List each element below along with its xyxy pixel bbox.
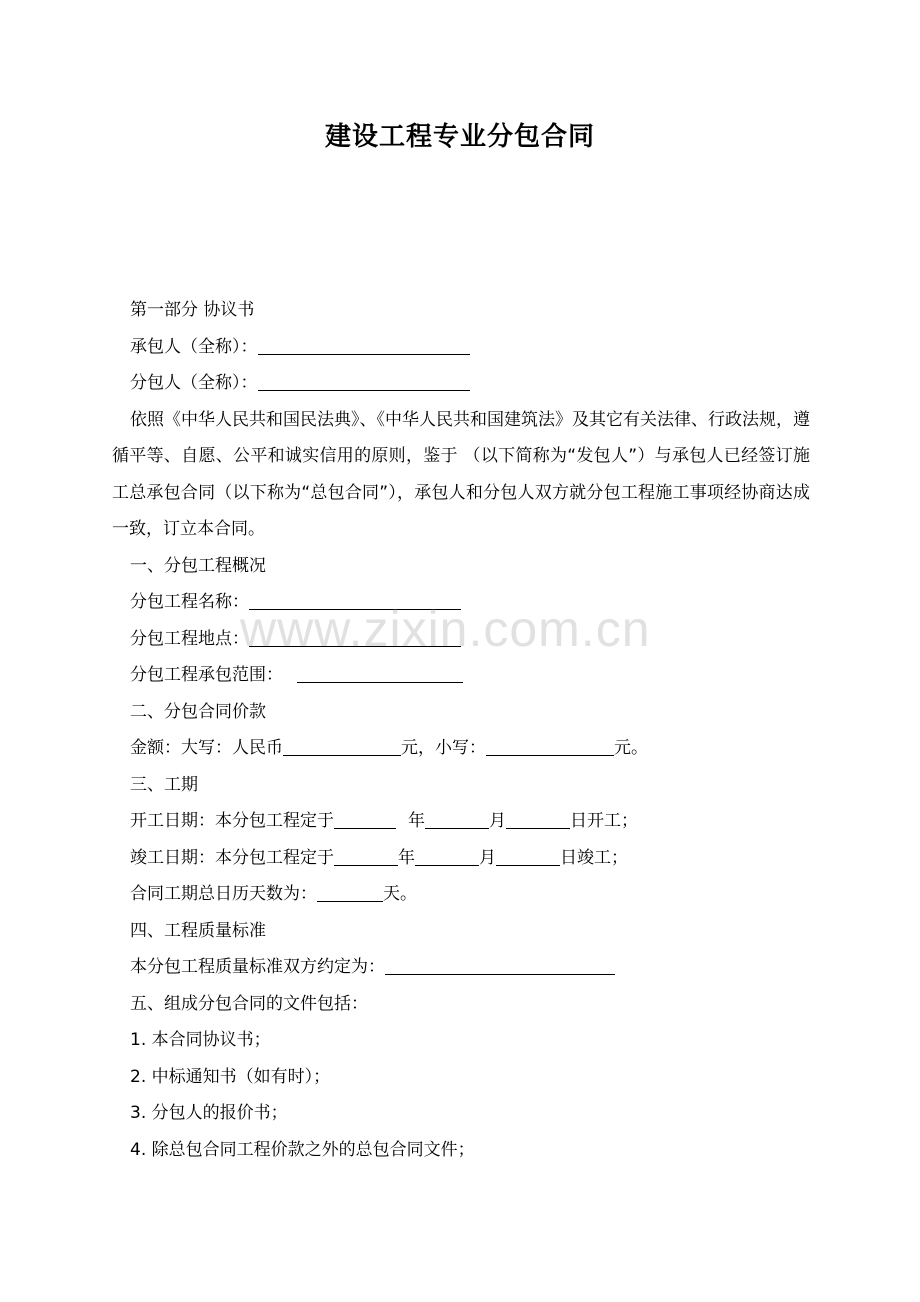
- section3-heading: 三、工期: [130, 774, 198, 795]
- document-list-item: 4. 除总包合同工程价款之外的总包合同文件；: [130, 1139, 475, 1160]
- project-location-label: 分包工程地点：: [130, 628, 249, 649]
- section1-heading: 一、分包工程概况: [130, 555, 266, 576]
- project-location-line: [112, 621, 810, 658]
- amount-prefix: 金额：大写：人民币: [130, 738, 283, 758]
- amount-mid: 元，小写：: [401, 738, 486, 758]
- section5-heading: 五、组成分包合同的文件包括：: [130, 993, 368, 1014]
- end-year-label: 年: [398, 847, 415, 868]
- document-list-item: 2. 中标通知书（如有时）；: [130, 1066, 331, 1087]
- total-days-line: [112, 876, 810, 913]
- project-scope-blank: [297, 662, 463, 683]
- quality-standard-line: [112, 949, 810, 986]
- project-scope-label: 分包工程承包范围：: [130, 665, 283, 685]
- start-day-blank: [506, 808, 570, 829]
- end-year-blank: [334, 845, 398, 866]
- part-heading: 第一部分 协议书: [130, 300, 255, 320]
- start-month-blank: [425, 808, 489, 829]
- contractor-label: 承包人（全称）：: [130, 336, 258, 357]
- end-date-line: [112, 840, 810, 877]
- subcontractor-label: 分包人（全称）：: [130, 373, 258, 393]
- total-suffix: 天。: [383, 884, 417, 904]
- document-body: [112, 292, 810, 1168]
- document-title: 建设工程专业分包合同: [324, 122, 595, 152]
- document-list-item: 3. 分包人的报价书；: [130, 1103, 288, 1123]
- start-prefix: 开工日期：本分包工程定于: [130, 811, 334, 831]
- quality-standard-blank: [385, 954, 615, 975]
- amount-words-blank: [283, 735, 401, 756]
- amount-line: [112, 730, 810, 767]
- subcontractor-blank: [258, 370, 470, 391]
- end-month-label: 月: [479, 847, 496, 868]
- start-year-blank: [334, 808, 396, 829]
- contractor-line: [112, 329, 810, 366]
- end-month-blank: [415, 845, 479, 866]
- start-year-label: 年: [408, 811, 425, 831]
- project-name-label: 分包工程名称：: [130, 592, 249, 612]
- watermark: www.zixin.com.cn: [240, 601, 651, 657]
- project-scope-line: [112, 657, 810, 694]
- section2-heading: 二、分包合同价款: [130, 701, 266, 722]
- end-day-blank: [496, 845, 560, 866]
- intro-paragraph: 依照《中华人民共和国民法典》、《中华人民共和国建筑法》及其它有关法律、行政法规，遵循平等、自愿、公平和诚实信用的原则，鉴于 （以下简称为“发包人”）与承包人已经签订施工总承包合同（以下称为“总包合同”），承包人和分包人双方就分包工程施工事项经协商达成一致，订立本合同。: [112, 409, 810, 539]
- end-prefix: 竣工日期：本分包工程定于: [130, 847, 334, 868]
- total-prefix: 合同工期总日历天数为：: [130, 884, 317, 904]
- document-list-item: 1. 本合同协议书；: [130, 1030, 271, 1050]
- total-days-blank: [317, 881, 383, 902]
- project-name-line: [112, 584, 810, 621]
- start-date-line: [112, 803, 810, 840]
- section4-heading: 四、工程质量标准: [130, 920, 266, 941]
- quality-standard-label: 本分包工程质量标准双方约定为：: [130, 957, 385, 977]
- amount-figures-blank: [486, 735, 614, 756]
- project-name-blank: [249, 589, 461, 610]
- amount-suffix: 元。: [614, 738, 648, 758]
- end-suffix: 日竣工；: [560, 847, 628, 868]
- start-suffix: 日开工；: [570, 811, 638, 831]
- project-location-blank: [249, 626, 461, 647]
- contractor-blank: [258, 334, 470, 355]
- start-month-label: 月: [489, 811, 506, 831]
- subcontractor-line: [112, 365, 810, 402]
